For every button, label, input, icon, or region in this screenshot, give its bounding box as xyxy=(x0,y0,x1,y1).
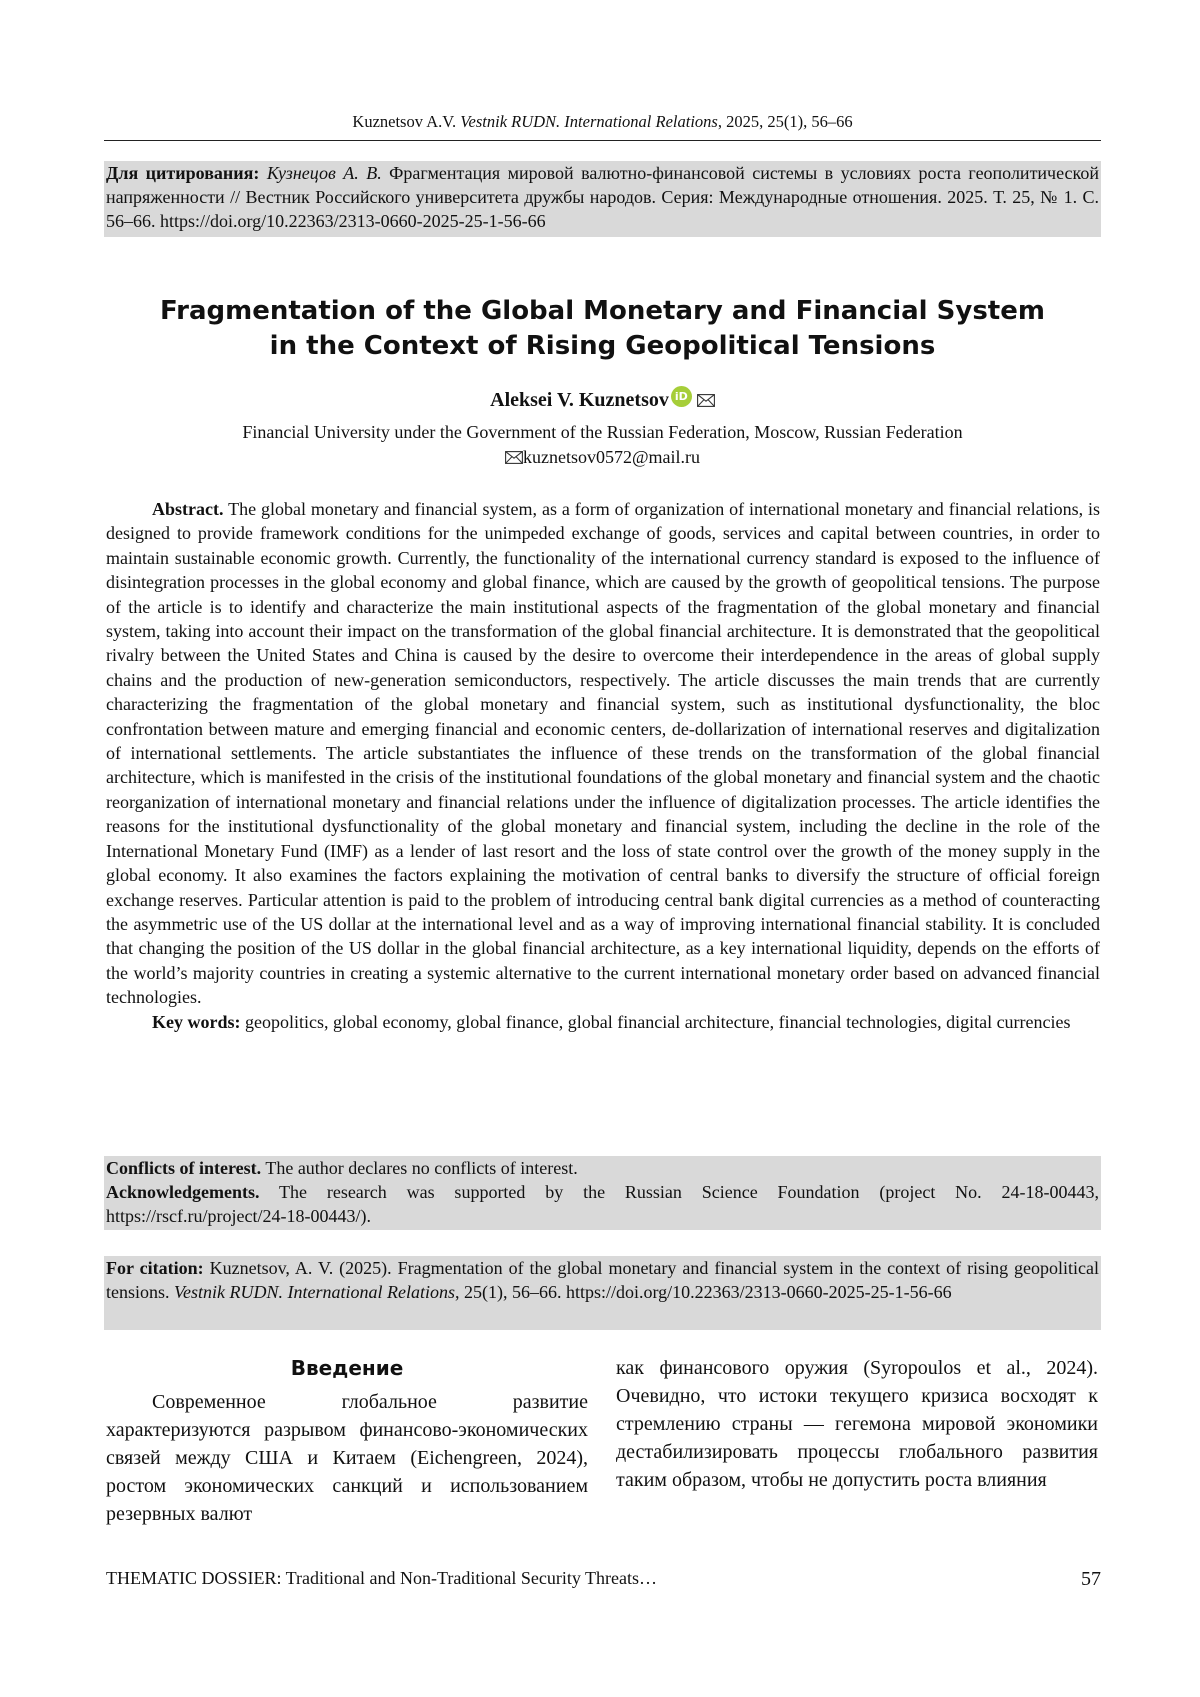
conflicts-text: The author declares no conflicts of interest. xyxy=(265,1158,577,1178)
body-column-left xyxy=(106,1354,588,1528)
running-head-issue: , 2025, 25(1), 56–66 xyxy=(718,112,853,131)
conflicts-label: Conflicts of interest. xyxy=(106,1158,261,1178)
introduction-text-left: Современное глобальное развитие характеризуются разрывом финансово-экономических связей между США и Китаем (Eichengreen, 2024), ростом экономических санкций и использованием резервных валют xyxy=(106,1388,588,1528)
article-title-line-1: Fragmentation of the Global Monetary and Financial System xyxy=(104,294,1101,329)
author-email-line xyxy=(104,447,1101,468)
page-number: 57 xyxy=(1081,1568,1101,1591)
acknowledgements-text: The research was supported by the Russian Science Foundation (project No. 24-18-00443, https://rscf.ru/project/24-18-00443/). xyxy=(106,1182,1099,1226)
en-citation-label: For citation: xyxy=(106,1258,204,1278)
abstract-text: The global monetary and financial system, as a form of organization of international monetary and financial relations, is designed to provide framework conditions for the unimpeded exchange of goods, services and capital between countries, in order to maintain sustainable economic growth. Currently, the functionality of the international currency standard is exposed to the influence of disintegration processes in the global economy and global finance, which are caused by the growth of geopolitical tensions. The purpose of the article is to identify and characterize the main institutional aspects of the fragmentation of the global monetary and financial system, taking into account their impact on the transformation of the global financial architecture. It is demonstrated that the geopolitical rivalry between the United States and China is caused by the desire to overcome their interdependence in the areas of global supply chains and the production of new-generation semiconductors, respectively. The article discusses the main trends that are currently characterizing the fragmentation of the global monetary and financial system, such as institutional dysfunctionality, the bloc confrontation between mature and emerging financial and economic centers, de-dollarization of international reserves and digitalization of international settlements. The article substantiates the influence of these trends on the transformation of the global financial architecture, which is manifested in the crisis of the institutional foundations of the global monetary and financial system and the chaotic reorganization of international monetary and financial relations under the influence of digitalization processes. The article identifies the reasons for the institutional dysfunctionality of the global monetary and financial system, including the decline in the role of the International Monetary Fund (IMF) as a lender of last resort and the loss of state control over the growth of the money supply in the global economy. It also examines the factors explaining the motivation of central banks to diversify the structure of official foreign exchange reserves. Particular attention is paid to the problem of introducing central bank digital currencies as a method of counteracting the asymmetric use of the US dollar at the international level and as a way of improving international financial stability. It is concluded that changing the position of the US dollar in the global financial architecture, as a key international liquidity, depends on the efforts of the world’s majority countries in creating a systemic alternative to the current international monetary order based on advanced financial technologies. xyxy=(106,499,1100,1007)
article-title xyxy=(104,294,1101,364)
envelope-icon xyxy=(697,394,715,407)
acknowledgements-label: Acknowledgements. xyxy=(106,1182,260,1202)
abstract-paragraph xyxy=(106,497,1100,1010)
running-head xyxy=(104,112,1101,132)
notes-box xyxy=(104,1156,1101,1230)
ru-citation-box xyxy=(104,161,1101,237)
running-head-author: Kuznetsov A.V. xyxy=(352,112,456,131)
en-citation-doi: , 25(1), 56–66. https://doi.org/10.22363/2313-0660-2025-25-1-56-66 xyxy=(455,1282,952,1302)
ru-citation-label: Для цитирования: xyxy=(106,163,259,183)
email-envelope-icon xyxy=(505,451,523,464)
abstract-label: Abstract. xyxy=(152,499,223,519)
en-citation-text: Kuznetsov, A. V. (2025). Fragmentation of the global monetary and financial system in the context of rising geopolitical tensions. xyxy=(106,1258,1099,1302)
acknowledgements-line xyxy=(106,1180,1099,1228)
keywords-text: geopolitics, global economy, global finance, global financial architecture, financial technologies, digital currencies xyxy=(245,1012,1071,1032)
conflicts-line xyxy=(106,1156,1099,1180)
author-name: Aleksei V. Kuznetsov xyxy=(490,389,669,411)
introduction-heading: Введение xyxy=(106,1354,588,1382)
keywords-label: Key words: xyxy=(152,1012,241,1032)
ru-citation-author: Кузнецов А. В. xyxy=(267,163,382,183)
footer-section-title: THEMATIC DOSSIER: Traditional and Non-Traditional Security Threats… xyxy=(106,1568,657,1589)
header-divider xyxy=(104,140,1101,141)
author-affiliation: Financial University under the Government of the Russian Federation, Moscow, Russian Federation xyxy=(104,422,1101,443)
author-email[interactable]: kuznetsov0572@mail.ru xyxy=(523,447,700,467)
introduction-text-right: как финансового оружия (Syropoulos et al., 2024). Очевидно, что истоки текущего кризиса восходят к стремлению страны — гегемона мировой экономики дестабилизировать процессы глобального развития таким образом, чтобы не допустить роста влияния xyxy=(616,1354,1098,1494)
keywords-paragraph xyxy=(106,1010,1100,1034)
article-title-line-2: in the Context of Rising Geopolitical Tensions xyxy=(104,329,1101,364)
running-head-journal: Vestnik RUDN. International Relations xyxy=(460,112,718,131)
author-line xyxy=(104,386,1101,412)
orcid-icon[interactable]: iD xyxy=(671,386,692,407)
abstract-section xyxy=(106,497,1100,1034)
en-citation-box xyxy=(104,1256,1101,1330)
body-column-right xyxy=(616,1354,1098,1494)
ru-citation-text: Фрагментация мировой валютно-финансовой системы в условиях роста геополитической напряженности // Вестник Российского университета дружбы народов. Серия: Международные отношения. 2025. Т. 25, № 1. С. 56–66. https://doi.org/10.22363/2313-0660-2025-25-1-56-66 xyxy=(106,163,1099,231)
en-citation-journal: Vestnik RUDN. International Relations xyxy=(174,1282,455,1302)
